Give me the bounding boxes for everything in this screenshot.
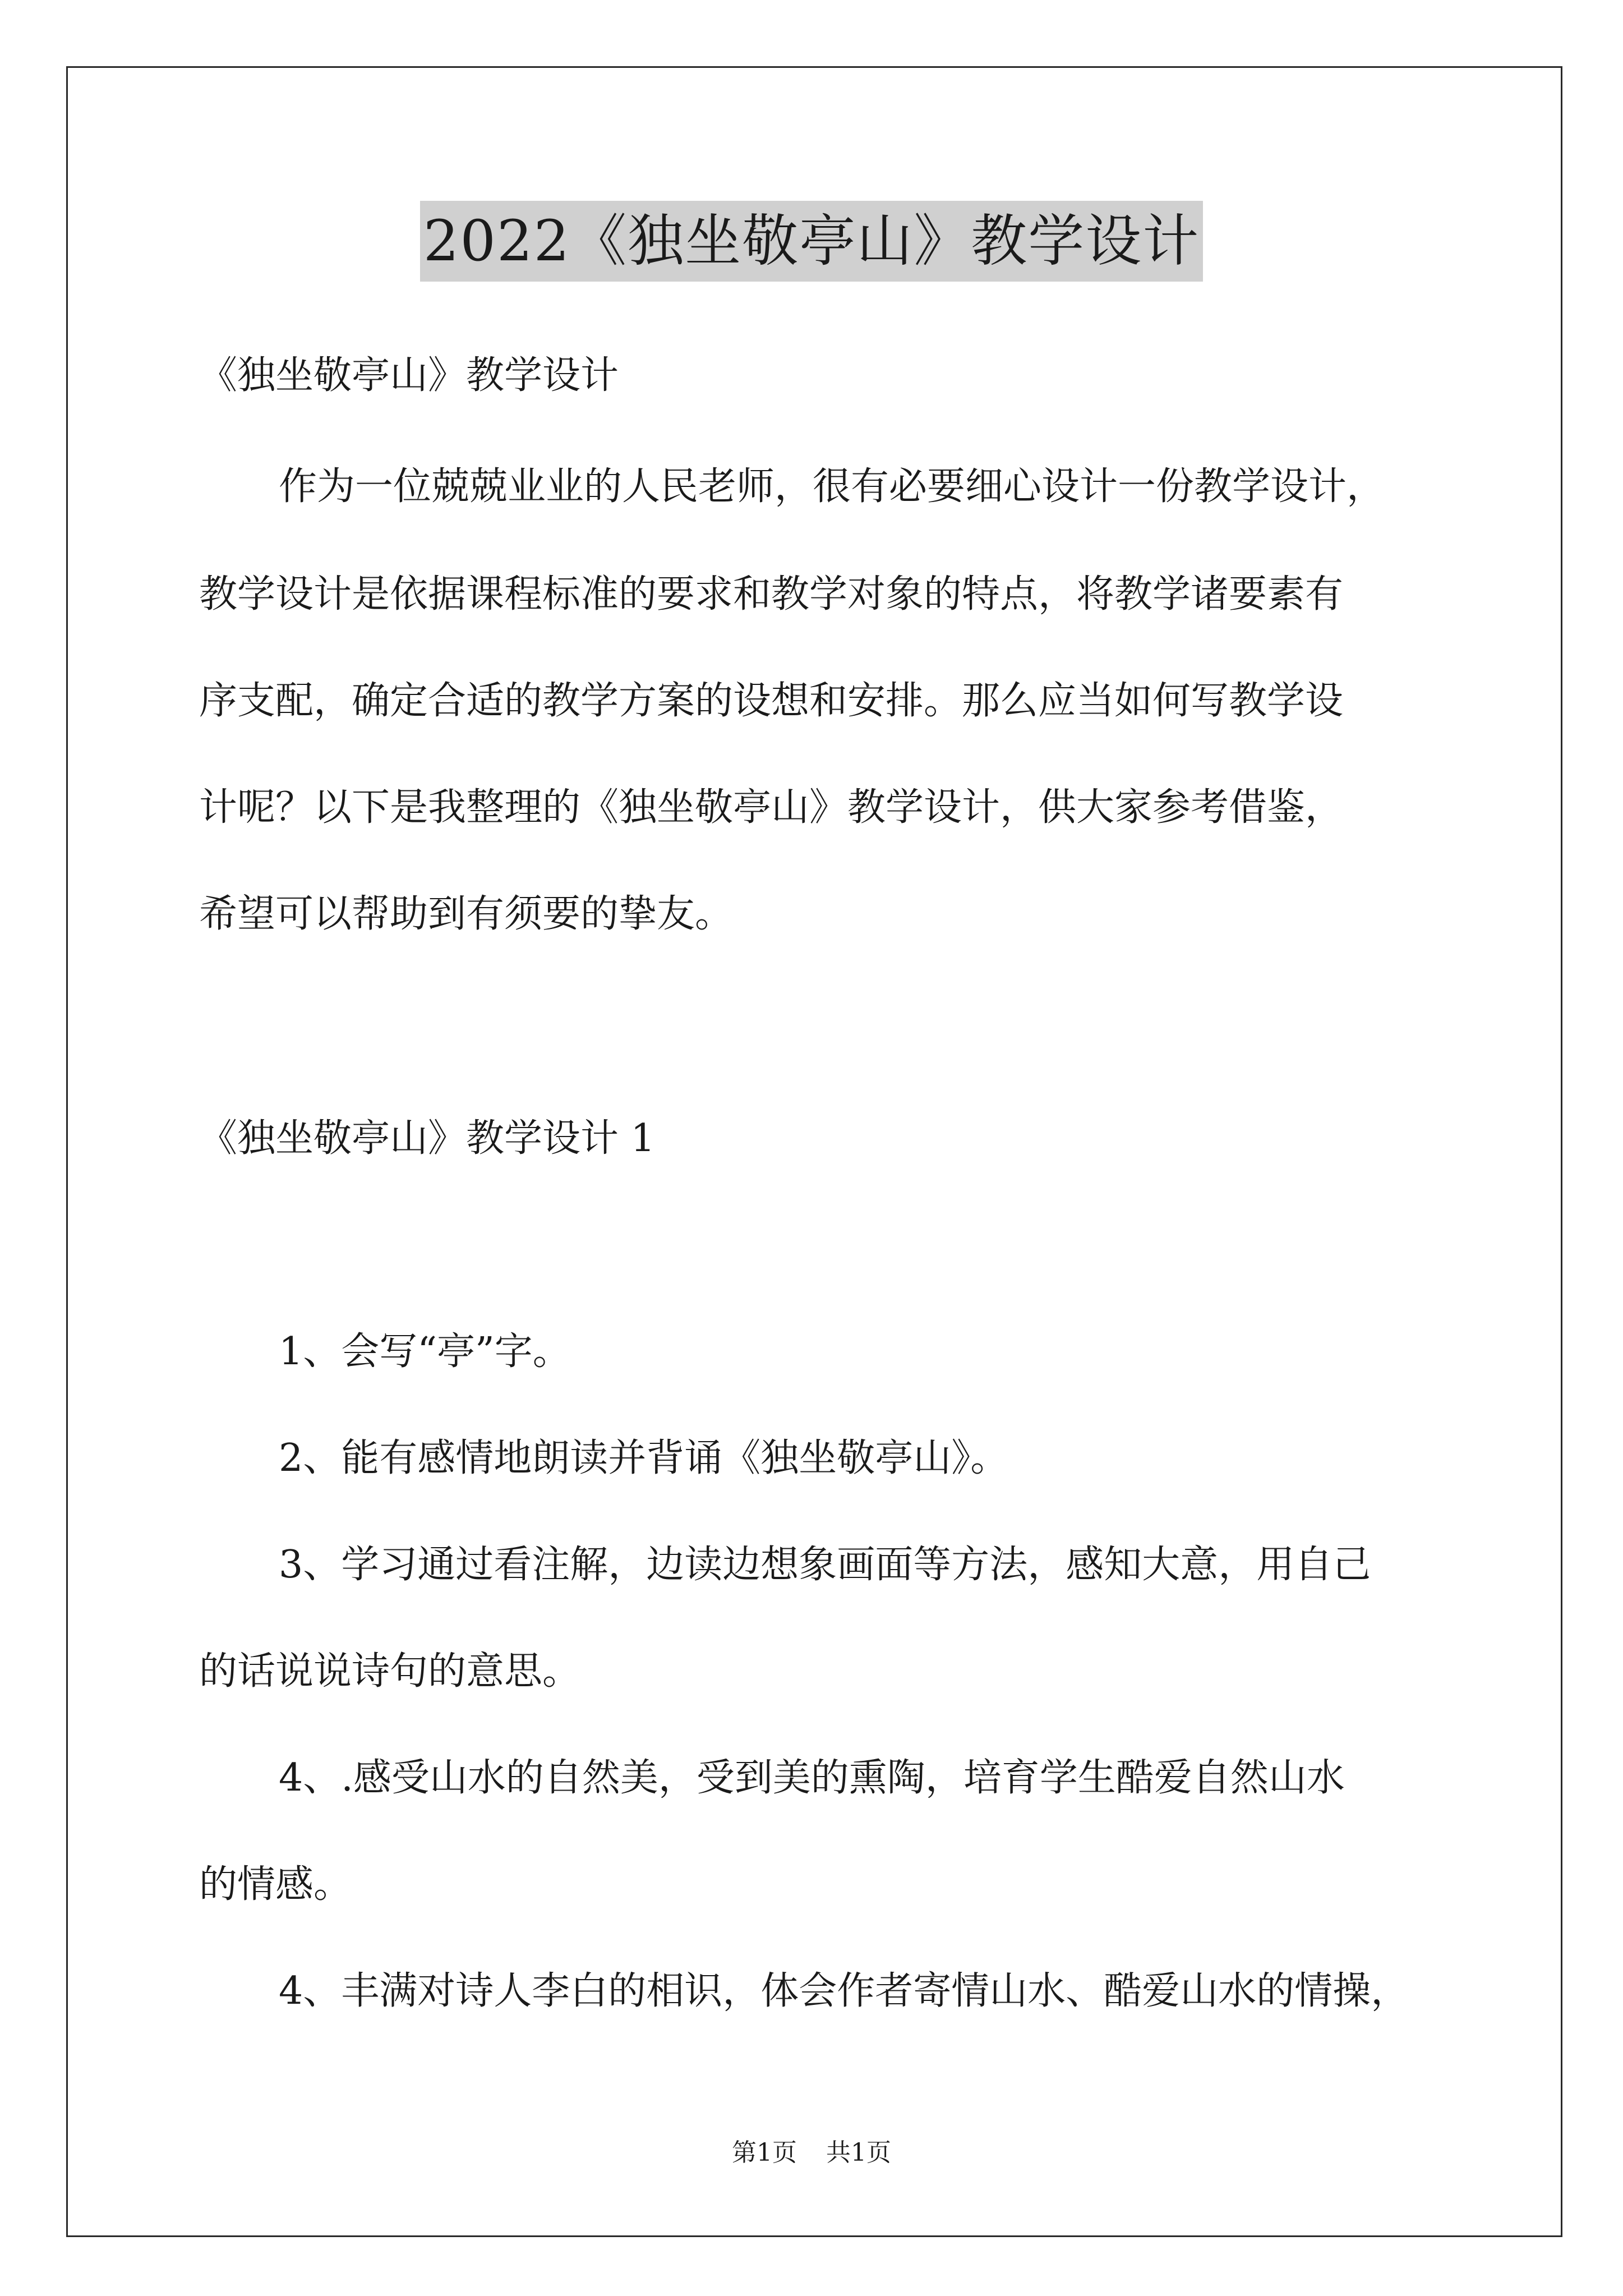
intro-line-1: 作为一位兢兢业业的人民老师，很有必要细心设计一份教学设计， [279, 464, 1385, 509]
document-title: 2022《独坐敬亭山》教学设计 [420, 201, 1204, 282]
page-footer [0, 2136, 1623, 2170]
objective-3-continued: 的话说说诗句的意思。 [199, 1649, 581, 1694]
objective-4-continued: 的情感。 [199, 1862, 352, 1907]
objective-4: 4、.感受山水的自然美，受到美的熏陶，培育学生酷爱自然山水 [279, 1756, 1345, 1800]
page-number-total: 共1页 [826, 2138, 891, 2167]
intro-line-2: 教学设计是依据课程标准的要求和教学对象的特点，将教学诸要素有 [199, 572, 1344, 616]
title-container [0, 201, 1623, 282]
objective-1: 1、会写“亭”字。 [279, 1329, 571, 1374]
objective-3: 3、学习通过看注解，边读边想象画面等方法，感知大意，用自己 [279, 1543, 1371, 1587]
objective-5: 4、丰满对诗人李白的相识，体会作者寄情山水、酷爱山水的情操， [279, 1969, 1409, 2013]
objective-2: 2、能有感情地朗读并背诵《独坐敬亭山》。 [279, 1436, 1009, 1480]
page-number-current: 第1页 [732, 2138, 797, 2167]
document-subtitle: 《独坐敬亭山》教学设计 [199, 353, 619, 398]
section-heading: 《独坐敬亭山》教学设计 1 [199, 1116, 655, 1161]
intro-line-4: 计呢？以下是我整理的《独坐敬亭山》教学设计，供大家参考借鉴， [199, 785, 1344, 830]
intro-line-5: 希望可以帮助到有须要的挚友。 [199, 892, 734, 936]
intro-line-3: 序支配，确定合适的教学方案的设想和安排。那么应当如何写教学设 [199, 679, 1344, 723]
